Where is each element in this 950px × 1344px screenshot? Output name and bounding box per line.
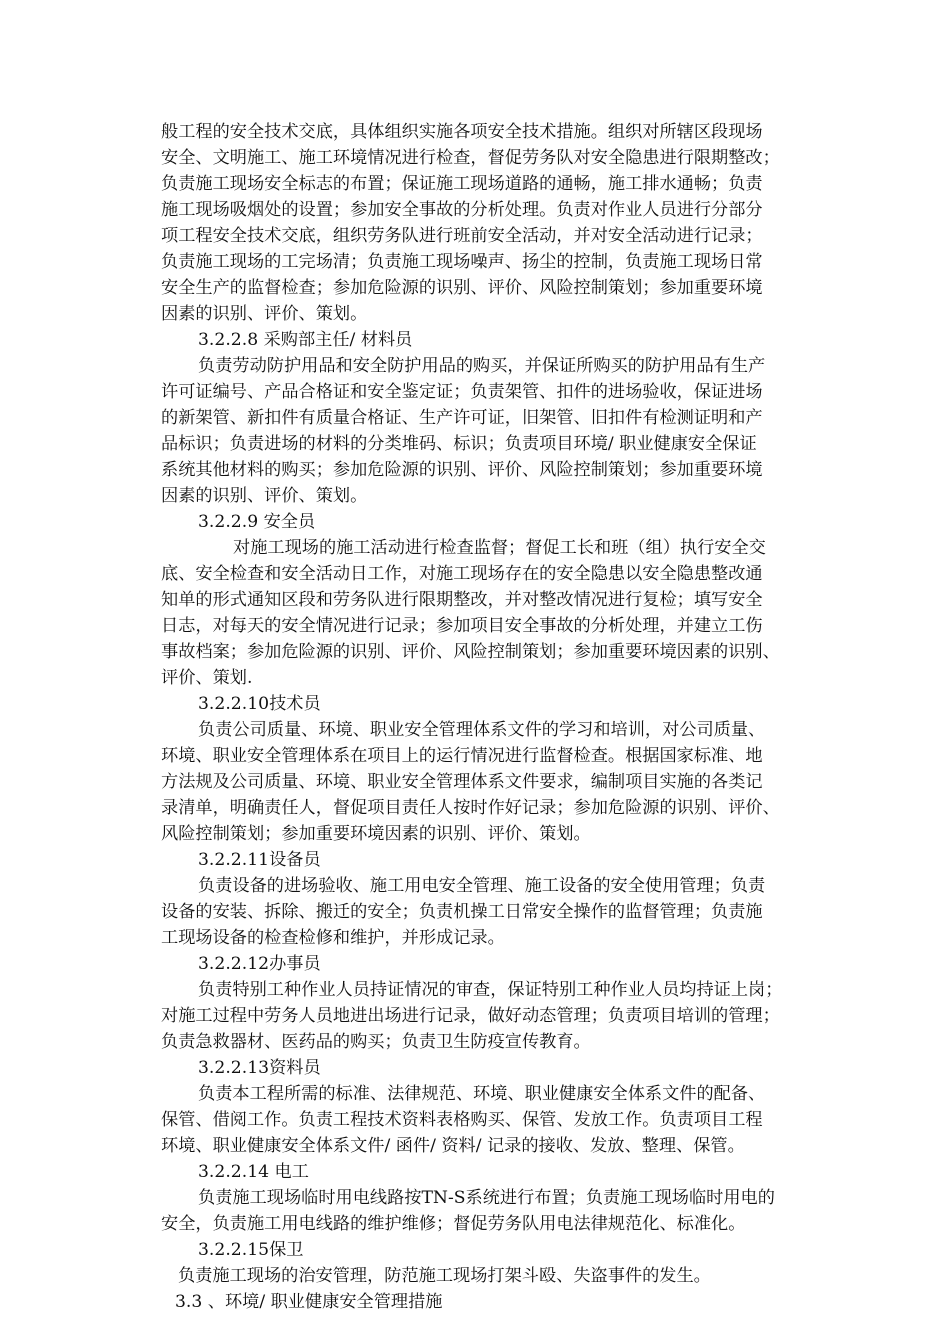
paragraph-line: 录清单，明确责任人，督促项目责任人按时作好记录；参加危险源的识别、评价、 <box>161 798 780 818</box>
paragraph-line: 环境、职业健康安全体系文件/ 函件/ 资料/ 记录的接收、发放、整理、保管。 <box>161 1136 745 1156</box>
paragraph-line: 评价、策划. <box>161 668 253 688</box>
paragraph-line: 负责劳动防护用品和安全防护用品的购买，并保证所购买的防护用品有生产 <box>198 356 766 376</box>
paragraph-line: 环境、职业安全管理体系在项目上的运行情况进行监督检查。根据国家标准、地 <box>161 746 763 766</box>
paragraph-line: 对施工现场的施工活动进行检查监督；督促工长和班（组）执行安全交 <box>233 538 766 558</box>
paragraph-line: 底、安全检查和安全活动日工作，对施工现场存在的安全隐患以安全隐患整改通 <box>161 564 763 584</box>
paragraph-line: 负责公司质量、环境、职业安全管理体系文件的学习和培训，对公司质量、 <box>198 720 766 740</box>
paragraph-line: 负责特别工种作业人员持证情况的审查，保证特别工种作业人员均持证上岗； <box>198 980 783 1000</box>
paragraph-line: 方法规及公司质量、环境、职业安全管理体系文件要求，编制项目实施的各类记 <box>161 772 763 792</box>
paragraph-line: 因素的识别、评价、策划。 <box>161 304 368 324</box>
paragraph-line: 安全、文明施工、施工环境情况进行检查，督促劳务队对安全隐患进行限期整改； <box>161 148 780 168</box>
paragraph-line: 负责施工现场安全标志的布置；保证施工现场道路的通畅，施工排水通畅；负责 <box>161 174 763 194</box>
paragraph-line: 系统其他材料的购买；参加危险源的识别、评价、风险控制策划；参加重要环境 <box>161 460 763 480</box>
paragraph-line: 知单的形式通知区段和劳务队进行限期整改，并对整改情况进行复检；填写安全 <box>161 590 763 610</box>
paragraph-line: 的新架管、新扣件有质量合格证、生产许可证，旧架管、旧扣件有检测证明和产 <box>161 408 763 428</box>
section-heading: 3.2.2.14 电工 <box>198 1162 309 1182</box>
paragraph-line: 日志，对每天的安全情况进行记录；参加项目安全事故的分析处理，并建立工伤 <box>161 616 763 636</box>
paragraph-line: 工现场设备的检查检修和维护，并形成记录。 <box>161 928 505 948</box>
section-heading: 3.2.2.15保卫 <box>198 1240 304 1260</box>
paragraph-line: 负责急救器材、医药品的购买；负责卫生防疫宣传教育。 <box>161 1032 591 1052</box>
paragraph-line: 负责施工现场临时用电线路按TN-S系统进行布置；负责施工现场临时用电的 <box>198 1188 775 1208</box>
paragraph-line: 负责设备的进场验收、施工用电安全管理、施工设备的安全使用管理；负责 <box>198 876 766 896</box>
paragraph-line: 负责施工现场的治安管理，防范施工现场打架斗殴、失盗事件的发生。 <box>178 1266 711 1286</box>
paragraph-line: 风险控制策划；参加重要环境因素的识别、评价、策划。 <box>161 824 591 844</box>
section-heading: 3.2.2.10技术员 <box>198 694 321 714</box>
paragraph-line: 安全生产的监督检查；参加危险源的识别、评价、风险控制策划；参加重要环境 <box>161 278 763 298</box>
paragraph-line: 因素的识别、评价、策划。 <box>161 486 368 506</box>
paragraph-line: 项工程安全技术交底，组织劳务队进行班前安全活动，并对安全活动进行记录； <box>161 226 763 246</box>
section-heading: 3.2.2.11设备员 <box>198 850 321 870</box>
section-heading: 3.2.2.9 安全员 <box>198 512 316 532</box>
paragraph-line: 施工现场吸烟处的设置；参加安全事故的分析处理。负责对作业人员进行分部分 <box>161 200 763 220</box>
paragraph-line: 对施工过程中劳务人员地进出场进行记录，做好动态管理；负责项目培训的管理； <box>161 1006 780 1026</box>
paragraph-line: 保管、借阅工作。负责工程技术资料表格购买、保管、发放工作。负责项目工程 <box>161 1110 763 1130</box>
paragraph-line: 负责施工现场的工完场清；负责施工现场噪声、扬尘的控制，负责施工现场日常 <box>161 252 763 272</box>
paragraph-line: 负责本工程所需的标准、法律规范、环境、职业健康安全体系文件的配备、 <box>198 1084 766 1104</box>
paragraph-line: 安全，负责施工用电线路的维护维修；督促劳务队用电法律规范化、标准化。 <box>161 1214 746 1234</box>
paragraph-line: 般工程的安全技术交底，具体组织实施各项安全技术措施。组织对所辖区段现场 <box>161 122 763 142</box>
paragraph-line: 许可证编号、产品合格证和安全鉴定证；负责架管、扣件的进场验收，保证进场 <box>161 382 763 402</box>
section-heading: 3.3 、环境/ 职业健康安全管理措施 <box>175 1292 443 1312</box>
paragraph-line: 事故档案；参加危险源的识别、评价、风险控制策划；参加重要环境因素的识别、 <box>161 642 780 662</box>
section-heading: 3.2.2.12办事员 <box>198 954 321 974</box>
section-heading: 3.2.2.13资料员 <box>198 1058 321 1078</box>
paragraph-line: 品标识；负责进场的材料的分类堆码、标识；负责项目环境/ 职业健康安全保证 <box>161 434 757 454</box>
section-heading: 3.2.2.8 采购部主任/ 材料员 <box>198 330 413 350</box>
paragraph-line: 设备的安装、拆除、搬迁的安全；负责机操工日常安全操作的监督管理；负责施 <box>161 902 763 922</box>
